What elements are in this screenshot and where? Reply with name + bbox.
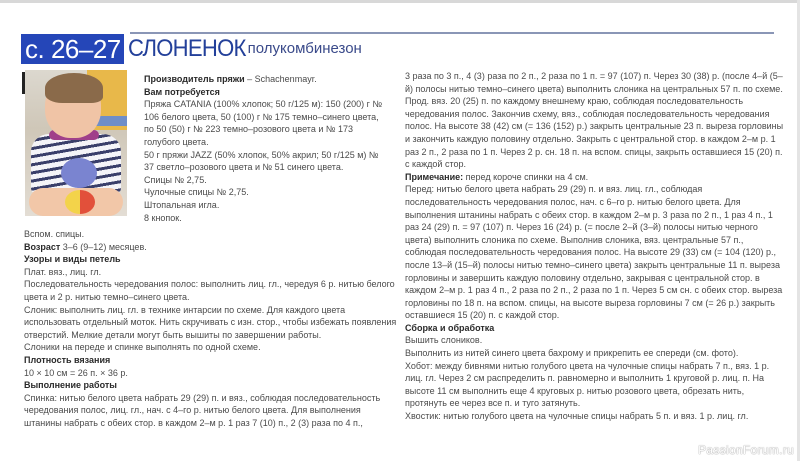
aux-needles: Вспом. спицы. [24,229,85,239]
photo-elephant-motif [61,158,97,188]
work-paragraph: Спинка: нитью белого цвета набрать 29 (29) п. и вяз., соблюдая последовательность чередования полос, лиц. гл., нач. с 4–го р. нитью белого цвета. Для выполнения штанины набрать с обеих стор. в каждом 2–м р. 1 раз 7 (10) п., 2 (3) раза по 4 п., [24,392,381,428]
assembly-paragraph: Хвостик: нитью голубого цвета на чулочные спицы набрать 5 п. и вяз. 1 р. лиц. гл. [405,411,749,422]
pattern-paragraph: Слоник: выполнить лиц. гл. в технике интарсии по схеме. Для каждого цвета использовать отдельный моток. Нить скручивать с изн. стор., чтобы избежать появления отверстий. Мелкие детали могут быть вышиты по завершении работы. [24,304,397,340]
site-watermark: PassionForum.ru [698,443,794,457]
photo-hair [45,73,103,103]
note: Примечание: перед короче спинки на 4 см. [405,171,589,182]
assembly-paragraph: Хобот: между бивнями нитью голубого цвета на чулочные спицы набрать 7 п., вяз. 1 р. лиц. гл. Через 2 см распределить п. равномерно и выполнить 1 круговой р. лиц. п. На высоте 11 см выполнить еще 4 круговых р. нитью розового цвета, обрезать нить, протянуть ее через все п. и туго затянуть. [405,360,770,409]
material-line: Штопальная игла. [144,199,220,210]
assembly-paragraph: Выполнить из нитей синего цвета бахрому и прикрепить ее спереди (см. фото). [405,348,739,359]
front-paragraph: Перед: нитью белого цвета набрать 29 (29) п. и вяз. лиц. гл., соблюдая последовательность чередования полос, нач. с 6–го р. нитью белого цвета. Для выполнения штанины набрать с обеих стор. в каждом 2–м р. 3 раза по 2 п., 1 раз 4 п., 1 раз 24 (29) п. = 97 (107) п. Через 16 (24) р. (= после 2–й (3–й) полосы нитью черного цвета) выполнить слоника по схеме. Выполнив слоника, вяз. центральные 57 п., соблюдая последовательность чередования полос. На высоте 29 (33) см (= 104 (120) р., после 13–й (15–й) полосы нитью темно–синего цвета) закрыть центральные 11 п. выреза горловины и завершить каждую половину отдельно, закрывая с центральной стор. в каждом 2–м р. 1 раз 4 п., 2 раза по 2 п., 2 раза по 1 п. Через 5 см сн. с обеих стор. выреза горловины по 18 п. на вспом. спицы, на высоте выреза горловины 7 см (= 26 р.) закрыть оставшиеся 15 (20) п. с каждой стор. [405,184,783,321]
photo-toy [65,190,95,214]
top-border [0,0,800,3]
baby-photo [25,70,127,216]
page-header [21,34,362,64]
left-column [24,228,399,430]
material-line: Спицы № 2,75. [144,174,207,185]
materials-section [144,73,384,224]
age: Возраст 3–6 (9–12) месяцев. [24,241,147,252]
material-line: Пряжа CATANIA (100% хлопок; 50 г/125 м): 150 (200) г № 106 белого цвета, 50 (100) г № 175 темно–синего цвета, по 50 (50) г № 223 темно–розового цвета и № 173 голубого цвета. [144,99,383,147]
material-line: Чулочные спицы № 2,75. [144,187,249,198]
back-continued: 3 раза по 3 п., 4 (3) раза по 2 п., 2 раза по 1 п. = 97 (107) п. Через 30 (38) р. (после 4–й (5–й) полосы нитью темно–синего цвета) выполнить слоника на центральных 57 п. по схеме. Прод. вяз. 20 (25) п. по каждому внешнему краю, соблюдая последовательность чередования полос. Закончив схему, вяз., соблюдая последовательность чередования полос. На высоте 38 (42) см (= 136 (152) р.) закрыть центральные 23 п. выреза горловины и закончить каждую половину отдельно. Закрыть с центральной стор. в каждом 2–м р. 1 раз 2 п., 2 раза по 1 п. Через 2 р. сн. 18 п. на вспом. спицы, закрыть оставшиеся 15 (20) п. с каждой стор. [405,71,784,170]
material-line: 50 г пряжи JAZZ (50% хлопок, 50% акрил; 50 г/125 м) № 37 светло–розового цвета и № 51 синего цвета. [144,149,379,173]
pattern-subtitle: полукомбинезон [247,40,362,57]
page-numbers-badge: с. 26–27 [21,34,124,64]
pattern-paragraph: Плат. вяз., лиц. гл. [24,266,102,277]
assembly-paragraph: Вышить слоников. [405,335,483,346]
gauge-heading: Плотность вязания [24,354,111,365]
pattern-paragraph: Слоники на переде и спинке выполнять по одной схеме. [24,342,261,353]
pattern-paragraph: Последовательность чередования полос: выполнить лиц. гл., чередуя 6 р. нитью белого цвета и 2 р. нитью темно–синего цвета. [24,279,395,302]
yarn-maker: Производитель пряжи – Schachenmayr. [144,74,317,84]
assembly-heading: Сборка и обработка [405,322,495,333]
pattern-title: СЛОНЕНОК [127,35,246,62]
patterns-heading: Узоры и виды петель [24,254,121,265]
right-column [405,70,785,423]
work-heading: Выполнение работы [24,380,117,391]
materials-heading: Вам потребуется [144,86,220,97]
material-line: 8 кнопок. [144,212,182,223]
gauge-value: 10 × 10 см = 26 п. × 36 р. [24,367,128,378]
